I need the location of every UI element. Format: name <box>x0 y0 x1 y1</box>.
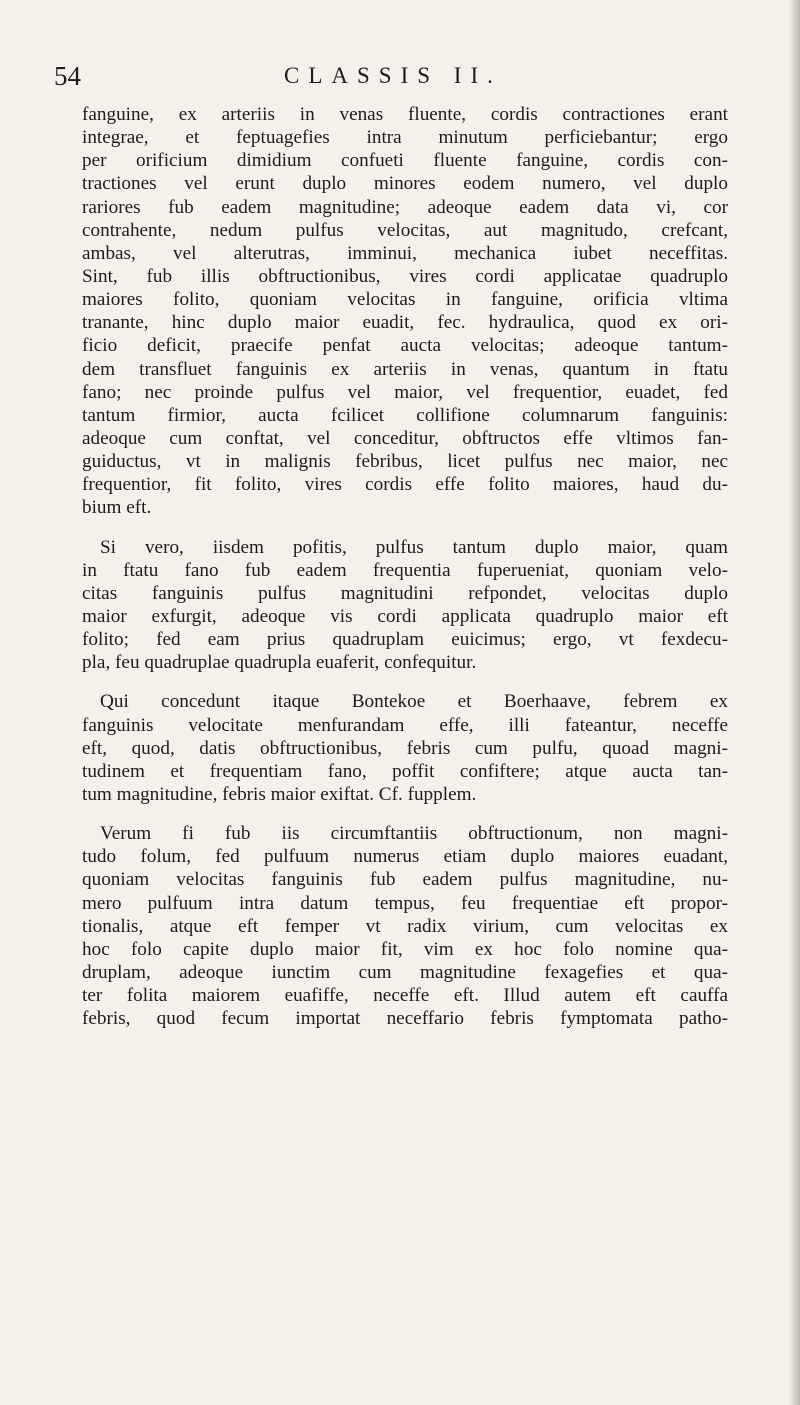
text-line: quoniam velocitas fanguinis fub eadem pulfus magnitudine, nu- <box>82 869 728 891</box>
text-line: eft, quod, datis obftructionibus, febris cum pulfu, quoad magni- <box>82 737 728 759</box>
text-line: frequentior, fit folito, vires cordis effe folito maiores, haud du- <box>82 474 728 496</box>
text-line: Sint, fub illis obftructionibus, vires cordi applicatae quadruplo <box>82 265 728 287</box>
text-line: mero pulfuum intra datum tempus, feu frequentiae eft propor- <box>82 892 728 914</box>
text-line: tudinem et frequentiam fano, poffit confiftere; atque aucta tan- <box>82 760 728 782</box>
text-line: Verum fi fub iis circumftantiis obftructionum, non magni- <box>100 823 728 845</box>
text-line: druplam, adeoque iunctim cum magnitudine fexagefies et qua- <box>82 961 728 983</box>
text-line: tractiones vel erunt duplo minores eodem numero, vel duplo <box>82 173 728 195</box>
text-line: per orificium dimidium confueti fluente fanguine, cordis con- <box>82 150 728 172</box>
text-line: ambas, vel alterutras, imminui, mechanica iubet neceffitas. <box>82 242 728 264</box>
page-header <box>54 58 774 94</box>
text-line: rariores fub eadem magnitudine; adeoque eadem data vi, cor <box>82 196 728 218</box>
text-line: tum magnitudine, febris maior exiftat. Cf. fupplem. <box>82 783 477 805</box>
text-line: febris, quod fecum importat neceffario febris fymptomata patho- <box>82 1008 728 1030</box>
text-line: bium eft. <box>82 497 152 519</box>
text-line: folito; fed eam prius quadruplam euicimus; ergo, vt fexdecu- <box>82 629 728 651</box>
text-line: tantum firmior, aucta fcilicet collifione columnarum fanguinis: <box>82 404 728 426</box>
paragraph <box>82 690 728 806</box>
text-line: fanguine, ex arteriis in venas fluente, cordis contractiones erant <box>82 104 728 125</box>
paragraph <box>82 103 728 520</box>
text-line: in ftatu fano fub eadem frequentia fuperueniat, quoniam velo- <box>82 559 728 581</box>
text-line: fanguinis velocitate menfurandam effe, illi fateantur, neceffe <box>82 714 728 736</box>
text-line: dem transfluet fanguinis ex arteriis in venas, quantum in ftatu <box>82 358 728 380</box>
text-line: adeoque cum conftat, vel conceditur, obftructos effe vltimos fan- <box>82 427 728 449</box>
paragraph <box>82 822 728 1030</box>
page-edge-shadow <box>788 0 800 1405</box>
text-line: hoc folo capite duplo maior fit, vim ex hoc folo nomine qua- <box>82 938 728 960</box>
text-line: Si vero, iisdem pofitis, pulfus tantum duplo maior, quam <box>100 536 728 558</box>
text-line: tionalis, atque eft femper vt radix virium, cum velocitas ex <box>82 915 728 937</box>
text-line: fano; nec proinde pulfus vel maior, vel frequentior, euadet, fed <box>82 381 728 403</box>
running-head: CLASSIS II. <box>284 63 502 88</box>
text-line: tudo folum, fed pulfuum numerus etiam duplo maiores euadant, <box>82 846 728 868</box>
text-line: integrae, et feptuagefies intra minutum perficiebantur; ergo <box>82 127 728 149</box>
text-line: citas fanguinis pulfus magnitudini refpondet, velocitas duplo <box>82 582 728 604</box>
text-line: guiductus, vt in malignis febribus, licet pulfus nec maior, nec <box>82 451 728 473</box>
text-line: contrahente, nedum pulfus velocitas, aut magnitudo, crefcant, <box>82 219 728 241</box>
paragraph <box>82 536 728 675</box>
text-line: ter folita maiorem euafiffe, neceffe eft. Illud autem eft cauffa <box>82 985 728 1007</box>
text-line: maiores folito, quoniam velocitas in fanguine, orificia vltima <box>82 289 728 311</box>
text-line: tranante, hinc duplo maior euadit, fec. hydraulica, quod ex ori- <box>82 312 728 334</box>
text-line: pla, feu quadruplae quadrupla euaferit, confequitur. <box>82 652 477 674</box>
text-line: Qui concedunt itaque Bontekoe et Boerhaave, febrem ex <box>100 691 728 713</box>
text-line: ficio deficit, praecife penfat aucta velocitas; adeoque tantum- <box>82 335 728 357</box>
body-text <box>82 103 728 1030</box>
text-line: maior exfurgit, adeoque vis cordi applicata quadruplo maior eft <box>82 605 728 627</box>
page-number: 54 <box>54 61 81 91</box>
